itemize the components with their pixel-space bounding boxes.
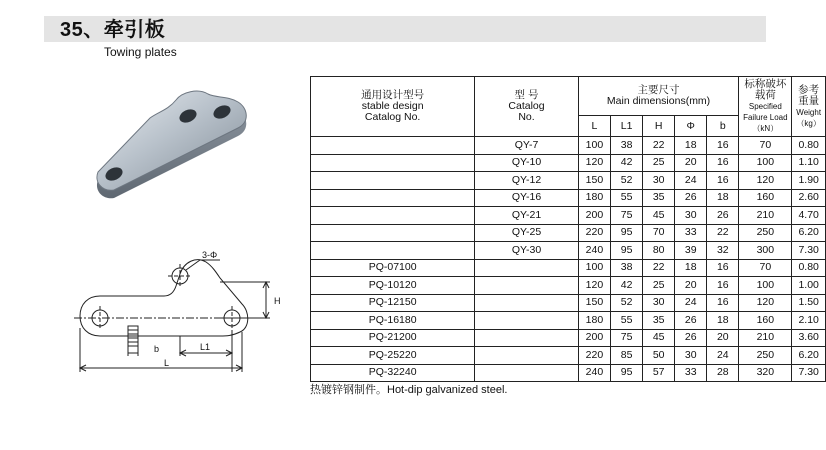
table-cell: 33 [675, 224, 707, 242]
table-cell [475, 259, 578, 277]
table-cell [311, 137, 475, 155]
table-cell [475, 277, 578, 295]
table-cell: 26 [675, 312, 707, 330]
table-cell [475, 294, 578, 312]
table-cell [475, 329, 578, 347]
table-cell: 2.60 [792, 189, 826, 207]
table-cell: QY-25 [475, 224, 578, 242]
table-cell: 18 [675, 137, 707, 155]
table-cell: 26 [675, 189, 707, 207]
table-cell [311, 172, 475, 190]
table-cell: 30 [675, 347, 707, 365]
table-cell: 80 [643, 242, 675, 260]
header-failure-load: 标称破坏 载荷 Specified Failure Load （kN） [739, 77, 792, 137]
section-subtitle: Towing plates [104, 45, 177, 59]
table-cell: 75 [611, 207, 643, 225]
table-cell: 18 [707, 189, 739, 207]
table-cell: QY-12 [475, 172, 578, 190]
table-cell: 22 [643, 137, 675, 155]
table-cell: 120 [578, 154, 610, 172]
table-cell: 2.10 [792, 312, 826, 330]
table-row [311, 277, 826, 295]
table-row [311, 259, 826, 277]
table-cell: 52 [611, 294, 643, 312]
table-cell: 35 [643, 189, 675, 207]
table-cell: 35 [643, 312, 675, 330]
table-cell: 45 [643, 329, 675, 347]
table-cell: 22 [707, 224, 739, 242]
table-cell: 39 [675, 242, 707, 260]
table-cell: 1.50 [792, 294, 826, 312]
table-cell: 200 [578, 207, 610, 225]
table-cell: 220 [578, 347, 610, 365]
table-cell: 300 [739, 242, 792, 260]
table-row [311, 294, 826, 312]
table-cell: 160 [739, 312, 792, 330]
table-cell [311, 154, 475, 172]
table-cell: 24 [675, 294, 707, 312]
table-cell: 16 [707, 294, 739, 312]
table-cell: PQ-16180 [311, 312, 475, 330]
technical-drawing [70, 248, 290, 378]
table-cell: 32 [707, 242, 739, 260]
table-cell: 180 [578, 312, 610, 330]
table-cell: 45 [643, 207, 675, 225]
table-cell: 42 [611, 277, 643, 295]
table-cell: 210 [739, 329, 792, 347]
table-cell: 120 [578, 277, 610, 295]
table-cell: 210 [739, 207, 792, 225]
table-cell: 0.80 [792, 259, 826, 277]
table-cell: 75 [611, 329, 643, 347]
table-cell: 52 [611, 172, 643, 190]
table-cell: 7.30 [792, 242, 826, 260]
table-cell: 95 [611, 242, 643, 260]
table-cell: 240 [578, 364, 610, 382]
table-cell: 70 [739, 259, 792, 277]
subheader-h: H [643, 116, 675, 137]
table-cell [311, 189, 475, 207]
table-cell: 1.00 [792, 277, 826, 295]
table-row [311, 242, 826, 260]
table-row [311, 154, 826, 172]
table-cell: 16 [707, 137, 739, 155]
table-cell: PQ-10120 [311, 277, 475, 295]
drawing-label-l1: L1 [200, 342, 211, 352]
table-cell: 55 [611, 312, 643, 330]
table-cell: 20 [675, 277, 707, 295]
table-cell: 70 [739, 137, 792, 155]
table-cell: 38 [611, 259, 643, 277]
table-cell: 30 [643, 294, 675, 312]
table-cell: 240 [578, 242, 610, 260]
table-cell: 120 [739, 172, 792, 190]
table-cell: 100 [578, 259, 610, 277]
table-cell: 30 [643, 172, 675, 190]
table-cell: 18 [707, 312, 739, 330]
table-cell: 57 [643, 364, 675, 382]
table-cell: 26 [675, 329, 707, 347]
table-cell: 0.80 [792, 137, 826, 155]
table-cell: 16 [707, 154, 739, 172]
table-cell: 26 [707, 207, 739, 225]
footnote: 热镀锌钢制件。Hot-dip galvanized steel. [310, 384, 508, 396]
table-cell: 85 [611, 347, 643, 365]
table-cell: 250 [739, 347, 792, 365]
header-catalog-design: 通用设计型号 stable design Catalog No. [311, 77, 475, 137]
table-cell [311, 207, 475, 225]
table-row [311, 189, 826, 207]
table-cell: 42 [611, 154, 643, 172]
table-cell: 100 [739, 154, 792, 172]
table-cell: 50 [643, 347, 675, 365]
drawing-label-h: H [274, 296, 281, 306]
table-cell: 160 [739, 189, 792, 207]
table-cell: 7.30 [792, 364, 826, 382]
table-cell: QY-21 [475, 207, 578, 225]
table-cell: 20 [707, 329, 739, 347]
product-photo [88, 88, 258, 208]
subheader-l1: L1 [611, 116, 643, 137]
header-main-dimensions: 主要尺寸 Main dimensions(mm) [578, 77, 739, 116]
table-cell: 22 [643, 259, 675, 277]
table-cell: 180 [578, 189, 610, 207]
table-cell: 55 [611, 189, 643, 207]
table-cell: 6.20 [792, 224, 826, 242]
table-cell: 95 [611, 364, 643, 382]
table-cell: 24 [675, 172, 707, 190]
table-cell: 28 [707, 364, 739, 382]
table-cell: PQ-21200 [311, 329, 475, 347]
table-cell: 250 [739, 224, 792, 242]
table-cell: 100 [578, 137, 610, 155]
table-cell: PQ-25220 [311, 347, 475, 365]
table-cell: PQ-32240 [311, 364, 475, 382]
drawing-label-b: b [154, 344, 160, 354]
drawing-label-phi: 3-Φ [202, 250, 218, 260]
table-cell: 33 [675, 364, 707, 382]
table-cell [475, 312, 578, 330]
table-cell [475, 347, 578, 365]
table-cell: 95 [611, 224, 643, 242]
table-cell: 100 [739, 277, 792, 295]
table-cell: 38 [611, 137, 643, 155]
table-cell: 120 [739, 294, 792, 312]
table-row [311, 364, 826, 382]
table-cell: 16 [707, 277, 739, 295]
table-cell: 1.10 [792, 154, 826, 172]
table-row [311, 172, 826, 190]
table-cell: 6.20 [792, 347, 826, 365]
table-cell: PQ-07100 [311, 259, 475, 277]
header-catalog-no: 型 号 Catalog No. [475, 77, 578, 137]
drawing-label-l: L [164, 358, 170, 368]
table-cell: QY-10 [475, 154, 578, 172]
table-cell: 30 [675, 207, 707, 225]
table-row [311, 329, 826, 347]
table-cell: 18 [675, 259, 707, 277]
table-cell: 220 [578, 224, 610, 242]
table-cell: PQ-12150 [311, 294, 475, 312]
table-cell: 320 [739, 364, 792, 382]
header-weight: 参考 重量 Weight （kg） [792, 77, 826, 137]
subheader-l: L [578, 116, 610, 137]
table-cell: 16 [707, 172, 739, 190]
table-cell: 4.70 [792, 207, 826, 225]
table-cell: QY-30 [475, 242, 578, 260]
table-cell: 16 [707, 259, 739, 277]
subheader-phi: Φ [675, 116, 707, 137]
table-cell: 24 [707, 347, 739, 365]
table-cell: 25 [643, 277, 675, 295]
table-row [311, 312, 826, 330]
table-row [311, 224, 826, 242]
table-cell: 70 [643, 224, 675, 242]
table-cell: 1.90 [792, 172, 826, 190]
table-cell: 25 [643, 154, 675, 172]
table-cell [475, 364, 578, 382]
table-cell [311, 242, 475, 260]
section-title: 35、牵引板 [60, 19, 166, 41]
table-cell: 150 [578, 172, 610, 190]
table-cell [311, 224, 475, 242]
table-cell: QY-7 [475, 137, 578, 155]
table-cell: 20 [675, 154, 707, 172]
table-cell: 200 [578, 329, 610, 347]
table-row [311, 347, 826, 365]
table-row [311, 137, 826, 155]
specification-table [310, 76, 826, 382]
table-cell: 3.60 [792, 329, 826, 347]
table-cell: QY-16 [475, 189, 578, 207]
table-row [311, 207, 826, 225]
subheader-b: b [707, 116, 739, 137]
table-cell: 150 [578, 294, 610, 312]
